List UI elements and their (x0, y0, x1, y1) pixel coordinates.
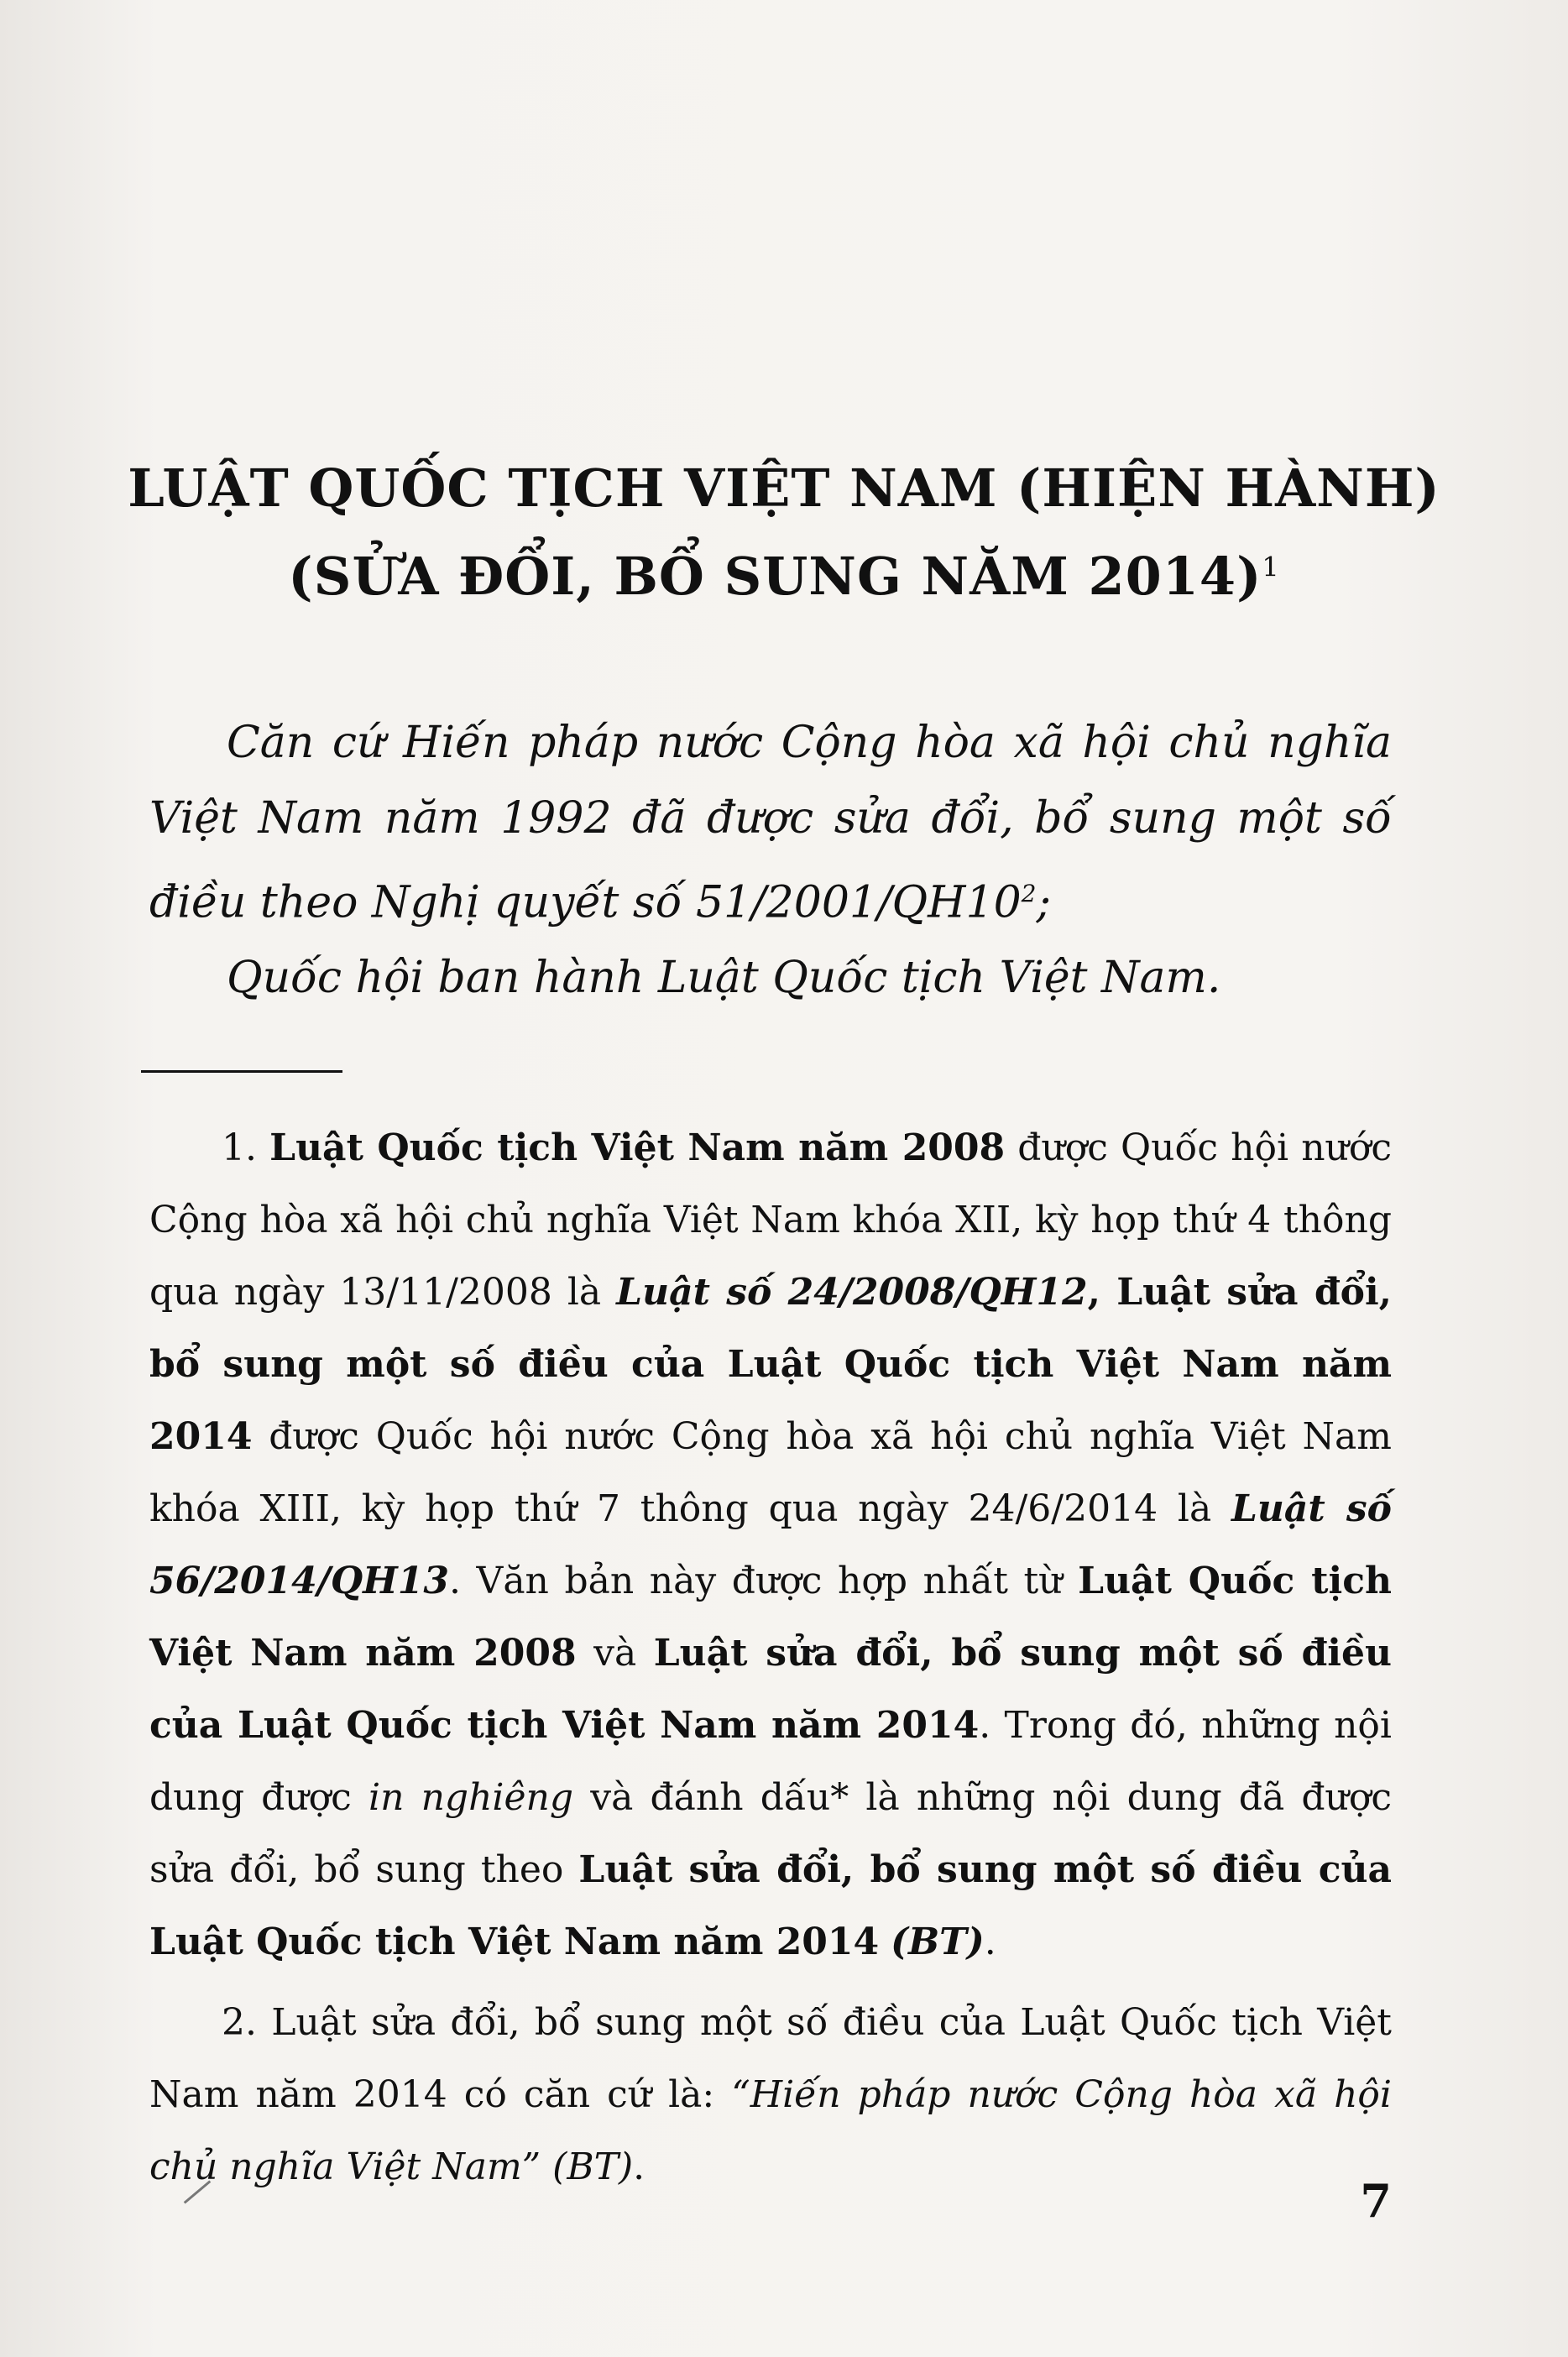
preamble-enactment: Quốc hội ban hành Luật Quốc tịch Việt Nam. (227, 953, 1221, 1004)
law-title-line-1: LUẬT QUỐC TỊCH VIỆT NAM (HIỆN HÀNH) (128, 457, 1440, 519)
footnote-divider (141, 1070, 342, 1073)
footnotes (149, 1112, 1392, 2212)
footnote-2: 2. Luật sửa đổi, bổ sung một số điều của Luật Quốc tịch Việt Nam năm 2014 có căn cứ là: “Hiến pháp nước Cộng hòa xã hội chủ nghĩa Việt Nam” (BT). (149, 2001, 1392, 2188)
preamble-footnote-mark: 2 (1021, 880, 1037, 907)
preamble (149, 705, 1392, 1016)
preamble-basis: Căn cứ Hiến pháp nước Cộng hòa xã hội chủ nghĩa Việt Nam năm 1992 đã được sửa đổi, bổ sung một số điều theo Nghị quyết số $51/2001/QH10^2$; (149, 718, 1392, 928)
footnote-1: 1. Luật Quốc tịch Việt Nam năm 2008 được Quốc hội nước Cộng hòa xã hội chủ nghĩa Việt Nam khóa XII, kỳ họp thứ 4 thông qua ngày 13/11/2008 là Luật số 24/2008/QH12, Luật sửa đổi, bổ sung một số điều của Luật Quốc tịch Việt Nam năm 2014 được Quốc hội nước Cộng hòa xã hội chủ nghĩa Việt Nam khóa XIII, kỳ họp thứ 7 thông qua ngày 24/6/2014 là Luật số 56/2014/QH13. Văn bản này được hợp nhất từ Luật Quốc tịch Việt Nam năm 2008 và Luật sửa đổi, bổ sung một số điều của Luật Quốc tịch Việt Nam năm 2014. Trong đó, những nội dung được in nghiêng và đánh dấu* là những nội dung đã được sửa đổi, bổ sung theo Luật sửa đổi, bổ sung một số điều của Luật Quốc tịch Việt Nam năm 2014 (BT). (149, 1126, 1393, 1963)
law-title-line-2: (SỬA ĐỔI, BỔ SUNG NĂM 2014)$^1$ (288, 546, 1280, 607)
title-footnote-mark: 1 (1262, 551, 1280, 583)
page-number: 7 (1360, 2174, 1392, 2228)
